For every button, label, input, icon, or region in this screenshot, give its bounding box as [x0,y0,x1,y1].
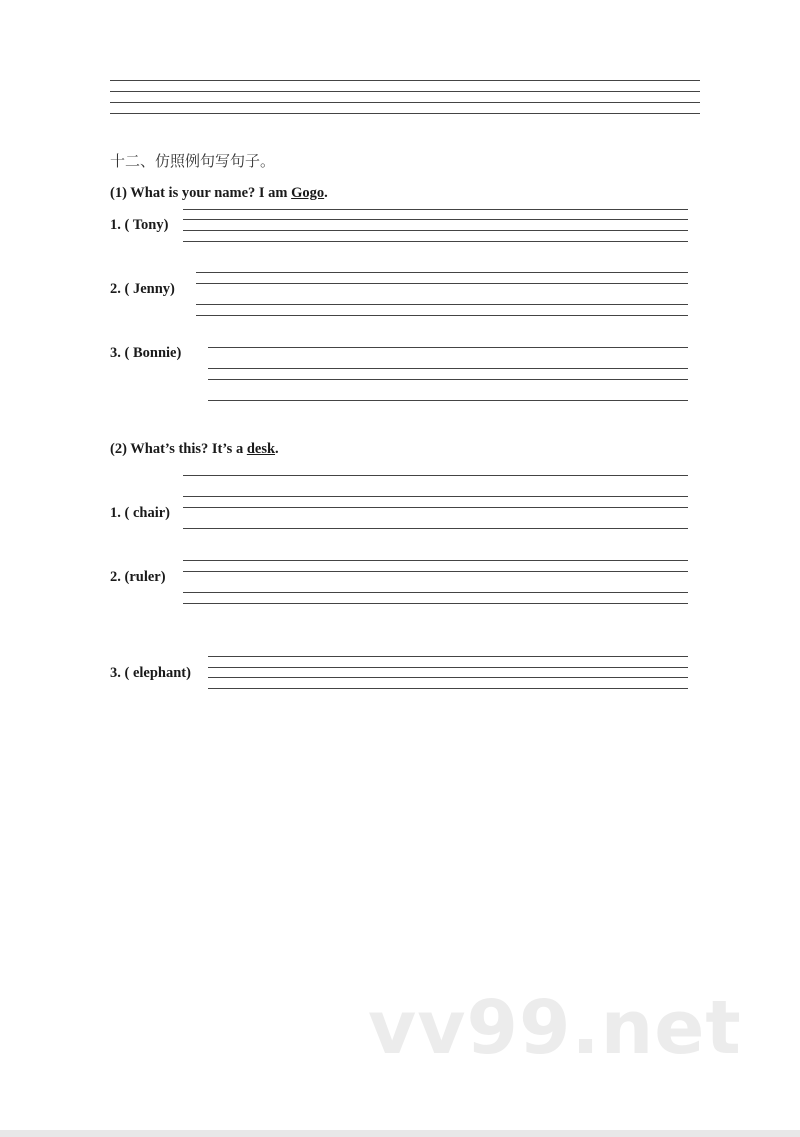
writing-line [196,304,688,305]
writing-line [110,91,700,92]
example-sentence-1: (1) What is your name? I am Gogo. [110,185,328,201]
example-sentence-2: (2) What’s this? It’s a desk. [110,441,279,457]
writing-line [208,347,688,348]
writing-line [196,272,688,273]
item-bonnie-label: 3. ( Bonnie) [110,345,182,361]
writing-line [196,283,688,284]
item-jenny-label: 2. ( Jenny) [110,281,175,297]
item-elephant-label: 3. ( elephant) [110,665,191,681]
writing-line [110,113,700,114]
writing-line [110,102,700,103]
writing-line [183,496,688,497]
writing-line [196,315,688,316]
writing-line [183,475,688,476]
item-tony-label: 1. ( Tony) [110,217,169,233]
writing-line [208,667,688,668]
watermark: vv99.net [368,985,742,1071]
writing-line [208,677,688,678]
writing-line [183,230,688,231]
page-bottom-edge [0,1130,800,1137]
writing-line [183,603,688,604]
writing-line [208,400,688,401]
writing-line [183,528,688,529]
writing-line [183,209,688,210]
writing-line [183,571,688,572]
item-ruler-label: 2. (ruler) [110,569,166,585]
writing-line [183,592,688,593]
writing-line [208,656,688,657]
example-keyword: desk [246,441,276,457]
writing-line [183,560,688,561]
example-keyword: Gogo [291,185,325,201]
writing-line [208,368,688,369]
writing-line [183,507,688,508]
writing-line [208,688,688,689]
writing-line [208,379,688,380]
writing-line [183,219,688,220]
section-heading: 十二、仿照例句写句子。 [110,152,276,170]
writing-line [110,80,700,81]
item-chair-label: 1. ( chair) [110,505,170,521]
writing-line [183,241,688,242]
